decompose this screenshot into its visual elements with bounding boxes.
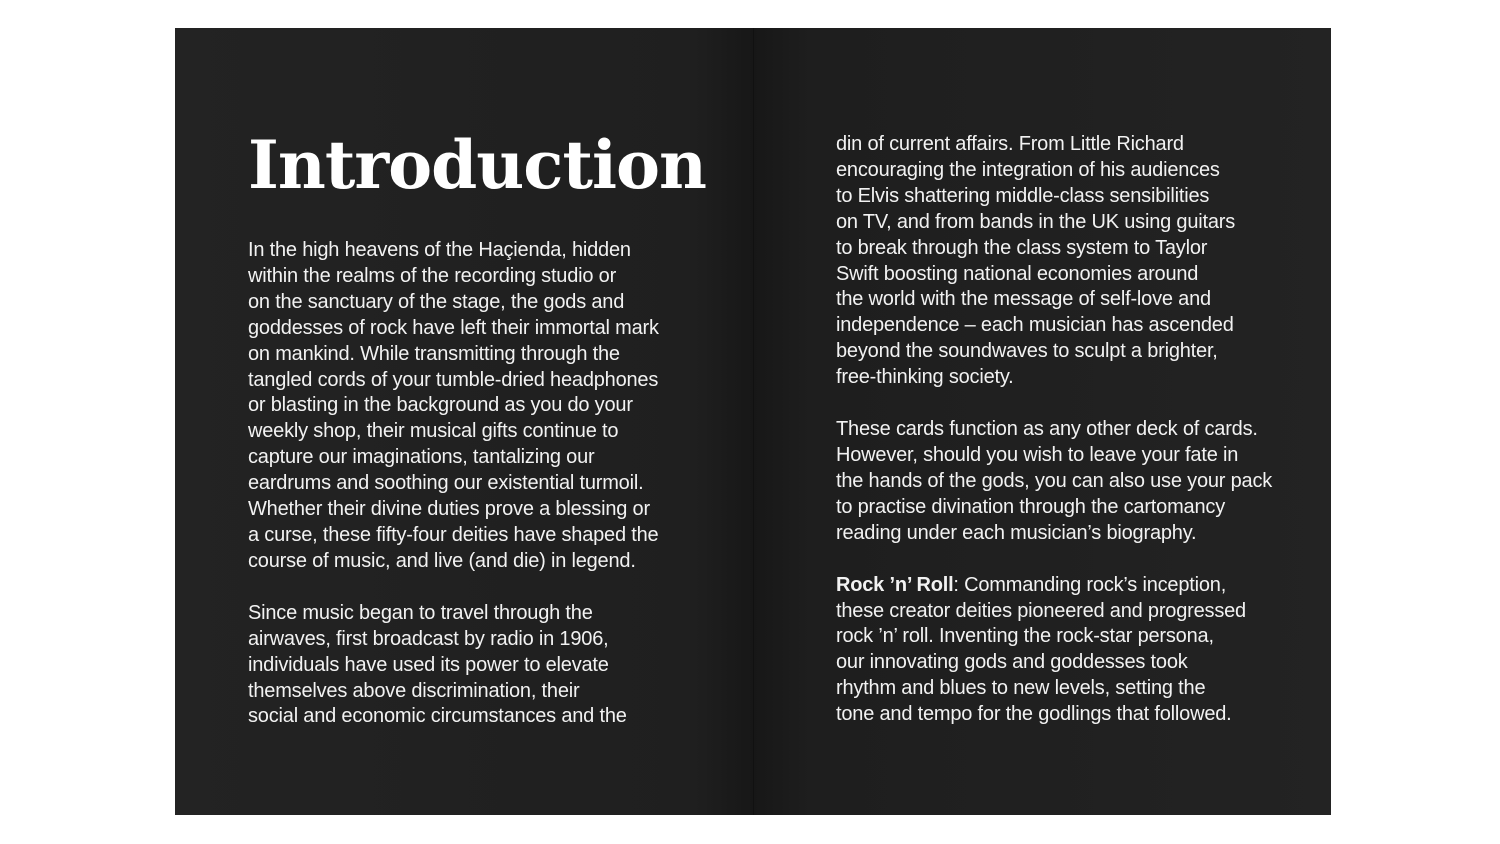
text-line: Whether their divine duties prove a blessing or bbox=[248, 498, 650, 521]
paragraph-gap bbox=[836, 547, 1276, 573]
text-line: capture our imaginations, tantalizing our bbox=[248, 446, 595, 469]
text-line: or blasting in the background as you do your bbox=[248, 394, 633, 417]
page-gutter bbox=[753, 28, 754, 815]
text-line: on the sanctuary of the stage, the gods and bbox=[248, 290, 625, 313]
text-line: tangled cords of your tumble-dried headphones bbox=[248, 368, 659, 391]
text-line: eardrums and soothing our existential turmoil. bbox=[248, 472, 644, 495]
text-line: themselves above discrimination, their bbox=[248, 679, 580, 702]
text-line: on TV, and from bands in the UK using guitars bbox=[836, 210, 1236, 233]
text-line: rhythm and blues to new levels, setting the bbox=[836, 677, 1206, 700]
text-line: Since music began to travel through the bbox=[248, 601, 593, 624]
text-line: airwaves, first broadcast by radio in 1906, bbox=[248, 627, 609, 650]
text-line: goddesses of rock have left their immortal mark bbox=[248, 316, 659, 339]
intro-paragraph-3 bbox=[836, 132, 1276, 391]
text-line: rock ’n’ roll. Inventing the rock-star persona, bbox=[836, 625, 1214, 648]
text-line bbox=[836, 573, 1276, 599]
rock-n-roll-heading: Rock ’n’ Roll bbox=[836, 573, 954, 596]
page-title: Introduction bbox=[248, 126, 707, 204]
text-line: din of current affairs. From Little Richard bbox=[836, 133, 1184, 155]
text-line: individuals have used its power to elevate bbox=[248, 653, 609, 676]
text-line: weekly shop, their musical gifts continue to bbox=[248, 420, 619, 443]
text-line: our innovating gods and goddesses took bbox=[836, 651, 1188, 674]
text-line: social and economic circumstances and the bbox=[248, 705, 627, 728]
text-line: free-thinking society. bbox=[836, 366, 1014, 389]
text-line: on mankind. While transmitting through the bbox=[248, 342, 620, 365]
left-page-text bbox=[248, 238, 688, 730]
text-line: Swift boosting national economies around bbox=[836, 262, 1199, 285]
text-line: In the high heavens of the Haçienda, hidden bbox=[248, 239, 631, 261]
text-line: these creator deities pioneered and progressed bbox=[836, 599, 1246, 622]
text-line: within the realms of the recording studio or bbox=[248, 264, 617, 287]
text-line: the hands of the gods, you can also use your pack bbox=[836, 469, 1273, 492]
paragraph-gap bbox=[248, 575, 688, 601]
text-line: These cards function as any other deck of cards. bbox=[836, 418, 1258, 441]
text-line: to practise divination through the cartomancy bbox=[836, 495, 1225, 518]
intro-paragraph-1 bbox=[248, 238, 688, 575]
cards-paragraph bbox=[836, 417, 1276, 547]
text-line: to break through the class system to Taylor bbox=[836, 236, 1208, 259]
rock-n-roll-paragraph bbox=[836, 573, 1276, 728]
text-line: encouraging the integration of his audiences bbox=[836, 158, 1220, 181]
text-line: reading under each musician’s biography. bbox=[836, 521, 1197, 544]
paragraph-gap bbox=[836, 391, 1276, 417]
text-line: However, should you wish to leave your fate in bbox=[836, 443, 1239, 466]
text-run: : Commanding rock’s inception, bbox=[953, 573, 1227, 596]
text-line: tone and tempo for the godlings that followed. bbox=[836, 703, 1232, 726]
text-line: a curse, these fifty-four deities have shaped the bbox=[248, 523, 659, 546]
text-line: the world with the message of self-love and bbox=[836, 288, 1211, 311]
text-line: course of music, and live (and die) in legend. bbox=[248, 549, 636, 572]
text-line: to Elvis shattering middle-class sensibilities bbox=[836, 184, 1210, 207]
text-line: independence – each musician has ascended bbox=[836, 314, 1234, 337]
intro-paragraph-2 bbox=[248, 601, 688, 731]
right-page-text bbox=[836, 132, 1276, 728]
text-line: beyond the soundwaves to sculpt a brighter, bbox=[836, 340, 1218, 363]
